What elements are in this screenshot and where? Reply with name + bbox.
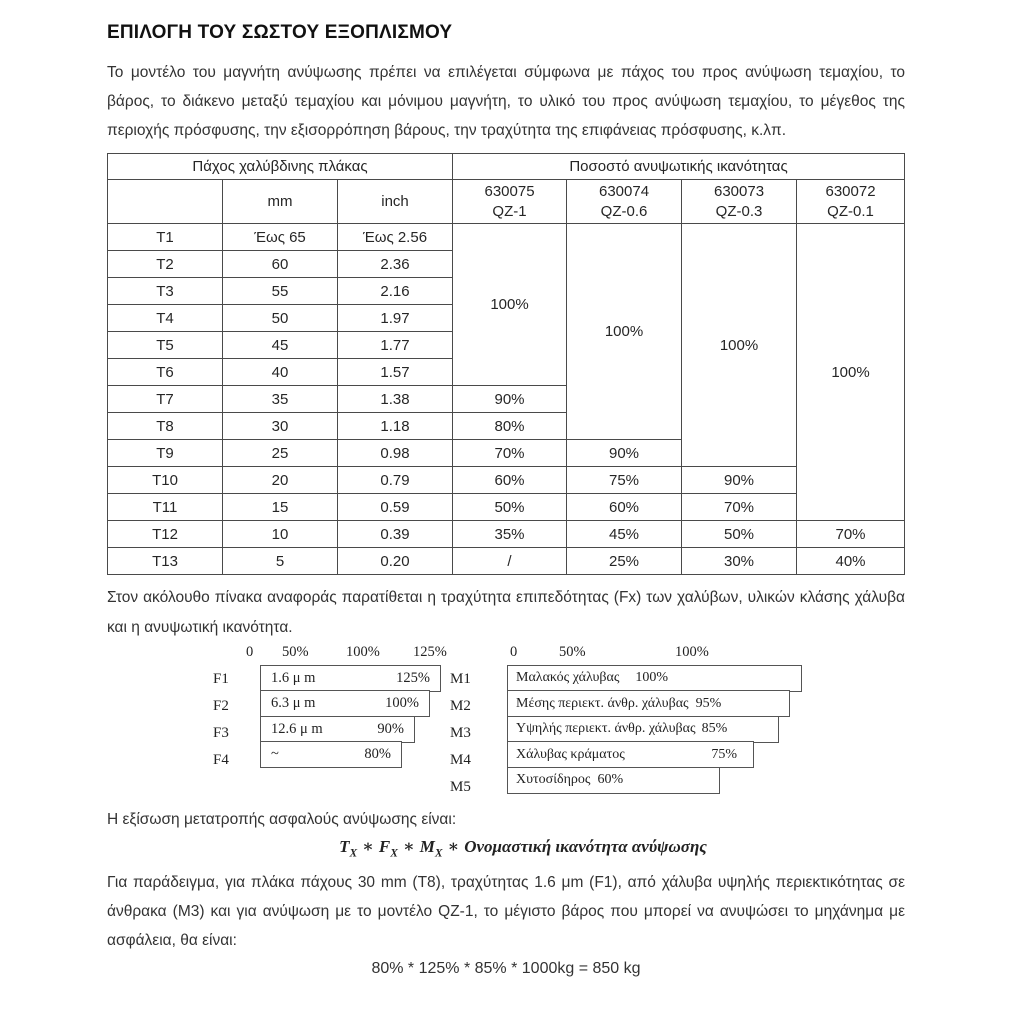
thickness-id-cell: T10 (108, 467, 223, 494)
axis-tick: 50% (282, 644, 309, 660)
capacity-cell-qz03: 30% (682, 548, 797, 575)
axis-tick: 100% (675, 644, 709, 660)
capacity-cell-qz01: 40% (797, 548, 905, 575)
thickness-id-cell: T6 (108, 359, 223, 386)
bar-label: 12.6 μ m (271, 720, 323, 737)
thickness-inch-cell: 0.59 (338, 494, 453, 521)
table-row (108, 548, 905, 575)
roughness-chart-axis (246, 644, 450, 666)
capacity-cell-qz1: 100% (453, 224, 567, 386)
axis-tick: 0 (246, 644, 254, 660)
thickness-id-cell: T11 (108, 494, 223, 521)
bar-value: 95% (695, 695, 722, 711)
table-row (108, 494, 905, 521)
capacity-cell-qz06: 45% (567, 521, 682, 548)
axis-tick: 125% (413, 644, 447, 660)
bar-value: 75% (711, 746, 737, 762)
model-name: QZ-0.3 (715, 202, 763, 220)
thickness-id-cell: T9 (108, 440, 223, 467)
roughness-class-label: F2 (213, 698, 229, 714)
thickness-mm-cell: 25 (223, 440, 338, 467)
equation-tail: Ονομαστική ικανότητα ανύψωσης (464, 837, 707, 856)
document-content (107, 0, 905, 982)
table-row (108, 521, 905, 548)
model-name: QZ-0.6 (600, 202, 648, 220)
reference-figures (213, 644, 905, 801)
capacity-cell-qz06: 25% (567, 548, 682, 575)
capacity-cell-qz03: 70% (682, 494, 797, 521)
equation-term: $T_X$ (339, 837, 358, 860)
material-chart (507, 644, 807, 794)
thickness-inch-cell: 0.98 (338, 440, 453, 467)
f2-bar (260, 690, 430, 717)
thickness-inch-cell: 2.36 (338, 251, 453, 278)
table-row (108, 467, 905, 494)
capacity-cell-qz06: 75% (567, 467, 682, 494)
m1-bar (507, 665, 802, 692)
conversion-equation (107, 837, 905, 859)
thickness-mm-cell: 5 (223, 548, 338, 575)
reference-note: Στον ακόλουθο πίνακα αναφοράς παρατίθεται η τραχύτητα επιπεδότητας (Fx) των χαλύβων, υλικών κλάσης χάλυβα και η ανυψωτική ικανότητα. (107, 589, 905, 636)
bar-value: 85% (701, 721, 728, 736)
capacity-cell-qz1: 70% (453, 440, 567, 467)
model-header-qz01 (797, 180, 905, 224)
material-class-labels (450, 644, 495, 801)
capacity-cell-qz1: 90% (453, 386, 567, 413)
model-header-qz1 (453, 180, 567, 224)
bar-label: Χυτοσίδηρος (516, 772, 591, 787)
example-calculation: 80% * 125% * 85% * 1000kg = 850 kg (371, 960, 641, 978)
capacity-group-header: Ποσοστό ανυψωτικής ικανότητας (453, 154, 905, 180)
bar-value: 90% (377, 720, 404, 737)
bar-label: 6.3 μ m (271, 695, 316, 711)
f4-bar (260, 741, 402, 768)
bar-label: ~ (271, 746, 279, 762)
mm-header: mm (223, 180, 338, 224)
bar-value: 60% (597, 772, 624, 787)
model-code: 630074 (598, 182, 650, 200)
model-code: 630073 (713, 182, 765, 200)
equation-intro: Η εξίσωση μετατροπής ασφαλούς ανύψωσης είναι: (107, 811, 457, 828)
axis-tick: 100% (346, 644, 380, 660)
thickness-mm-cell: 10 (223, 521, 338, 548)
roughness-class-label: F3 (213, 725, 229, 741)
thickness-id-cell: T8 (108, 413, 223, 440)
thickness-id-cell: T7 (108, 386, 223, 413)
m4-bar (507, 741, 754, 768)
example-paragraph: Για παράδειγμα, για πλάκα πάχους 30 mm (T8), τραχύτητας 1.6 μm (F1), από χάλυβα υψηλής περιεκτικότητας σε άνθρακα (M3) και για ανύψωση με το μοντέλο QZ-1, το μέγιστο βάρος που μπορεί να ανυψώσει το μηχάνημα με ασφάλεια, θα είναι: (107, 874, 905, 950)
bar-label: Μέσης περιεκτ. άνθρ. χάλυβας (516, 695, 689, 711)
thickness-mm-cell: 35 (223, 386, 338, 413)
roughness-class-label: F1 (213, 671, 229, 687)
thickness-inch-cell: 1.97 (338, 305, 453, 332)
capacity-cell-qz03: 90% (682, 467, 797, 494)
thickness-id-cell: T13 (108, 548, 223, 575)
capacity-cell-qz1: 80% (453, 413, 567, 440)
material-chart-axis (507, 644, 807, 666)
model-code: 630072 (825, 182, 876, 200)
equation-operator: ∗ (362, 837, 374, 856)
roughness-chart (246, 644, 450, 768)
bar-value: 100% (385, 695, 419, 711)
thickness-group-header: Πάχος χαλύβδινης πλάκας (108, 154, 453, 180)
table-row (108, 224, 905, 251)
thickness-id-cell: T12 (108, 521, 223, 548)
thickness-mm-cell: 20 (223, 467, 338, 494)
thickness-mm-cell: 30 (223, 413, 338, 440)
capacity-cell-qz1: 60% (453, 467, 567, 494)
inch-header: inch (338, 180, 453, 224)
thickness-id-cell: T5 (108, 332, 223, 359)
material-class-label: M5 (450, 779, 471, 795)
model-header-qz06 (567, 180, 682, 224)
thickness-inch-cell: Έως 2.56 (338, 224, 453, 251)
bar-value: 80% (364, 746, 391, 762)
material-class-label: M3 (450, 725, 471, 741)
capacity-cell-qz1: 50% (453, 494, 567, 521)
equation-term: $M_X$ (419, 837, 443, 860)
thickness-inch-cell: 1.57 (338, 359, 453, 386)
f3-bar (260, 716, 415, 743)
bar-label: Μαλακός χάλυβας (516, 670, 620, 685)
thickness-mm-cell: 60 (223, 251, 338, 278)
bar-label: Υψηλής περιεκτ. άνθρ. χάλυβας (516, 721, 696, 736)
empty-header-cell (108, 180, 223, 224)
m3-bar (507, 716, 779, 743)
thickness-mm-cell: 40 (223, 359, 338, 386)
thickness-mm-cell: 55 (223, 278, 338, 305)
thickness-inch-cell: 0.79 (338, 467, 453, 494)
model-name: QZ-1 (492, 202, 527, 220)
thickness-mm-cell: 45 (223, 332, 338, 359)
material-class-label: M4 (450, 752, 471, 768)
model-header-qz03 (682, 180, 797, 224)
axis-tick: 0 (510, 644, 518, 660)
thickness-id-cell: T2 (108, 251, 223, 278)
thickness-id-cell: T1 (108, 224, 223, 251)
thickness-id-cell: T3 (108, 278, 223, 305)
capacity-cell-qz06: 100% (567, 224, 682, 440)
bar-value: 100% (635, 670, 669, 685)
thickness-mm-cell: 50 (223, 305, 338, 332)
axis-tick: 50% (559, 644, 586, 660)
thickness-id-cell: T4 (108, 305, 223, 332)
material-class-label: M1 (450, 671, 471, 687)
capacity-cell-qz1: 35% (453, 521, 567, 548)
capacity-cell-qz06: 90% (567, 440, 682, 467)
page-title: ΕΠΙΛΟΓΗ ΤΟΥ ΣΩΣΤΟΥ ΕΞΟΠΛΙΣΜΟΥ (107, 22, 453, 43)
capacity-cell-qz06: 60% (567, 494, 682, 521)
model-code: 630075 (484, 182, 535, 200)
thickness-inch-cell: 1.38 (338, 386, 453, 413)
thickness-inch-cell: 2.16 (338, 278, 453, 305)
equation-term: $F_X$ (378, 837, 398, 860)
material-class-label: M2 (450, 698, 471, 714)
m2-bar (507, 690, 790, 717)
model-name: QZ-0.1 (827, 202, 874, 220)
f1-bar (260, 665, 441, 692)
bar-label: Χάλυβας κράματος (516, 746, 625, 762)
capacity-table (107, 153, 905, 575)
thickness-inch-cell: 1.18 (338, 413, 453, 440)
capacity-cell-qz01: 100% (797, 224, 905, 521)
intro-paragraph: Το μοντέλο του μαγνήτη ανύψωσης πρέπει να επιλέγεται σύμφωνα με πάχος του προς ανύψωση τεμαχίου, το βάρος, το διάκενο μεταξύ τεμαχίου και μόνιμου μαγνήτη, το υλικό του προς ανύψωση τεμαχίου, το μέγεθος της περιοχής πρόσφυσης, την εξισορρόπηση βάρους, την τραχύτητα της επιφάνειας πρόσφυσης, κ.λπ. (107, 64, 905, 139)
m5-bar (507, 767, 720, 794)
bar-value: 125% (396, 669, 430, 686)
thickness-mm-cell: Έως 65 (223, 224, 338, 251)
equation-operator: ∗ (447, 837, 460, 856)
thickness-inch-cell: 0.20 (338, 548, 453, 575)
thickness-mm-cell: 15 (223, 494, 338, 521)
roughness-class-label: F4 (213, 752, 229, 768)
capacity-cell-qz03: 50% (682, 521, 797, 548)
thickness-inch-cell: 0.39 (338, 521, 453, 548)
capacity-cell-qz03: 100% (682, 224, 797, 467)
thickness-inch-cell: 1.77 (338, 332, 453, 359)
equation-operator: ∗ (402, 837, 415, 856)
capacity-cell-qz01: 70% (797, 521, 905, 548)
capacity-cell-qz1: / (453, 548, 567, 575)
bar-label: 1.6 μ m (271, 669, 316, 686)
roughness-class-labels (213, 644, 260, 774)
